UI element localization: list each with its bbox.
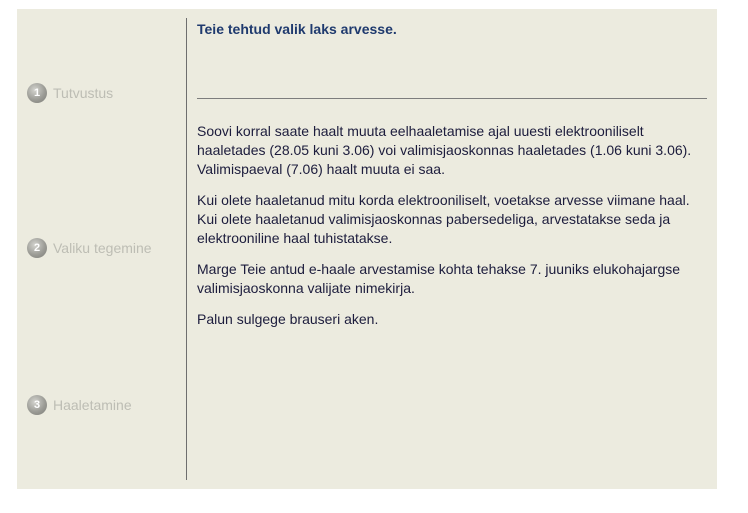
step-intro: [27, 83, 113, 103]
step-label: Valiku tegemine: [53, 240, 152, 256]
horizontal-divider: [197, 98, 707, 99]
steps-sidebar: [17, 9, 185, 489]
step-label: Tutvustus: [53, 85, 114, 101]
paragraph-multiple-votes: Kui olete haaletanud mitu korda elektrooniliselt, voetakse arvesse viimane haal. Kui olete haaletanud valimisjaoskonnas pabersedeliga, arvestatakse seda ja elektrooniline haal tuhistatakse.: [197, 192, 690, 246]
page-title: Teie tehtud valik laks arvesse.: [197, 21, 397, 37]
step-number-badge: 3: [27, 395, 47, 415]
paragraph-voter-list: Marge Teie antud e-haale arvestamise kohta tehakse 7. juuniks elukohajargse valimisjaoskonna valijate nimekirja.: [197, 261, 681, 296]
paragraph-change-vote: Soovi korral saate haalt muuta eelhaaletamise ajal uuesti elektrooniliselt haaletades (28.05 kuni 3.06) voi valimisjaoskonnas haaletades (1.06 kuni 3.06). Valimispaeval (7.06) haalt muuta ei saa.: [197, 123, 692, 177]
step-number-badge: 2: [27, 238, 47, 258]
step-label: Haaletamine: [53, 397, 132, 413]
main-panel: [17, 9, 717, 489]
vertical-divider: [186, 18, 187, 480]
step-voting: [27, 395, 132, 415]
message-body: [197, 122, 707, 341]
step-number-badge: 1: [27, 83, 47, 103]
step-choice: [27, 238, 152, 258]
paragraph-close-browser: Palun sulgege brauseri aken.: [197, 311, 379, 327]
